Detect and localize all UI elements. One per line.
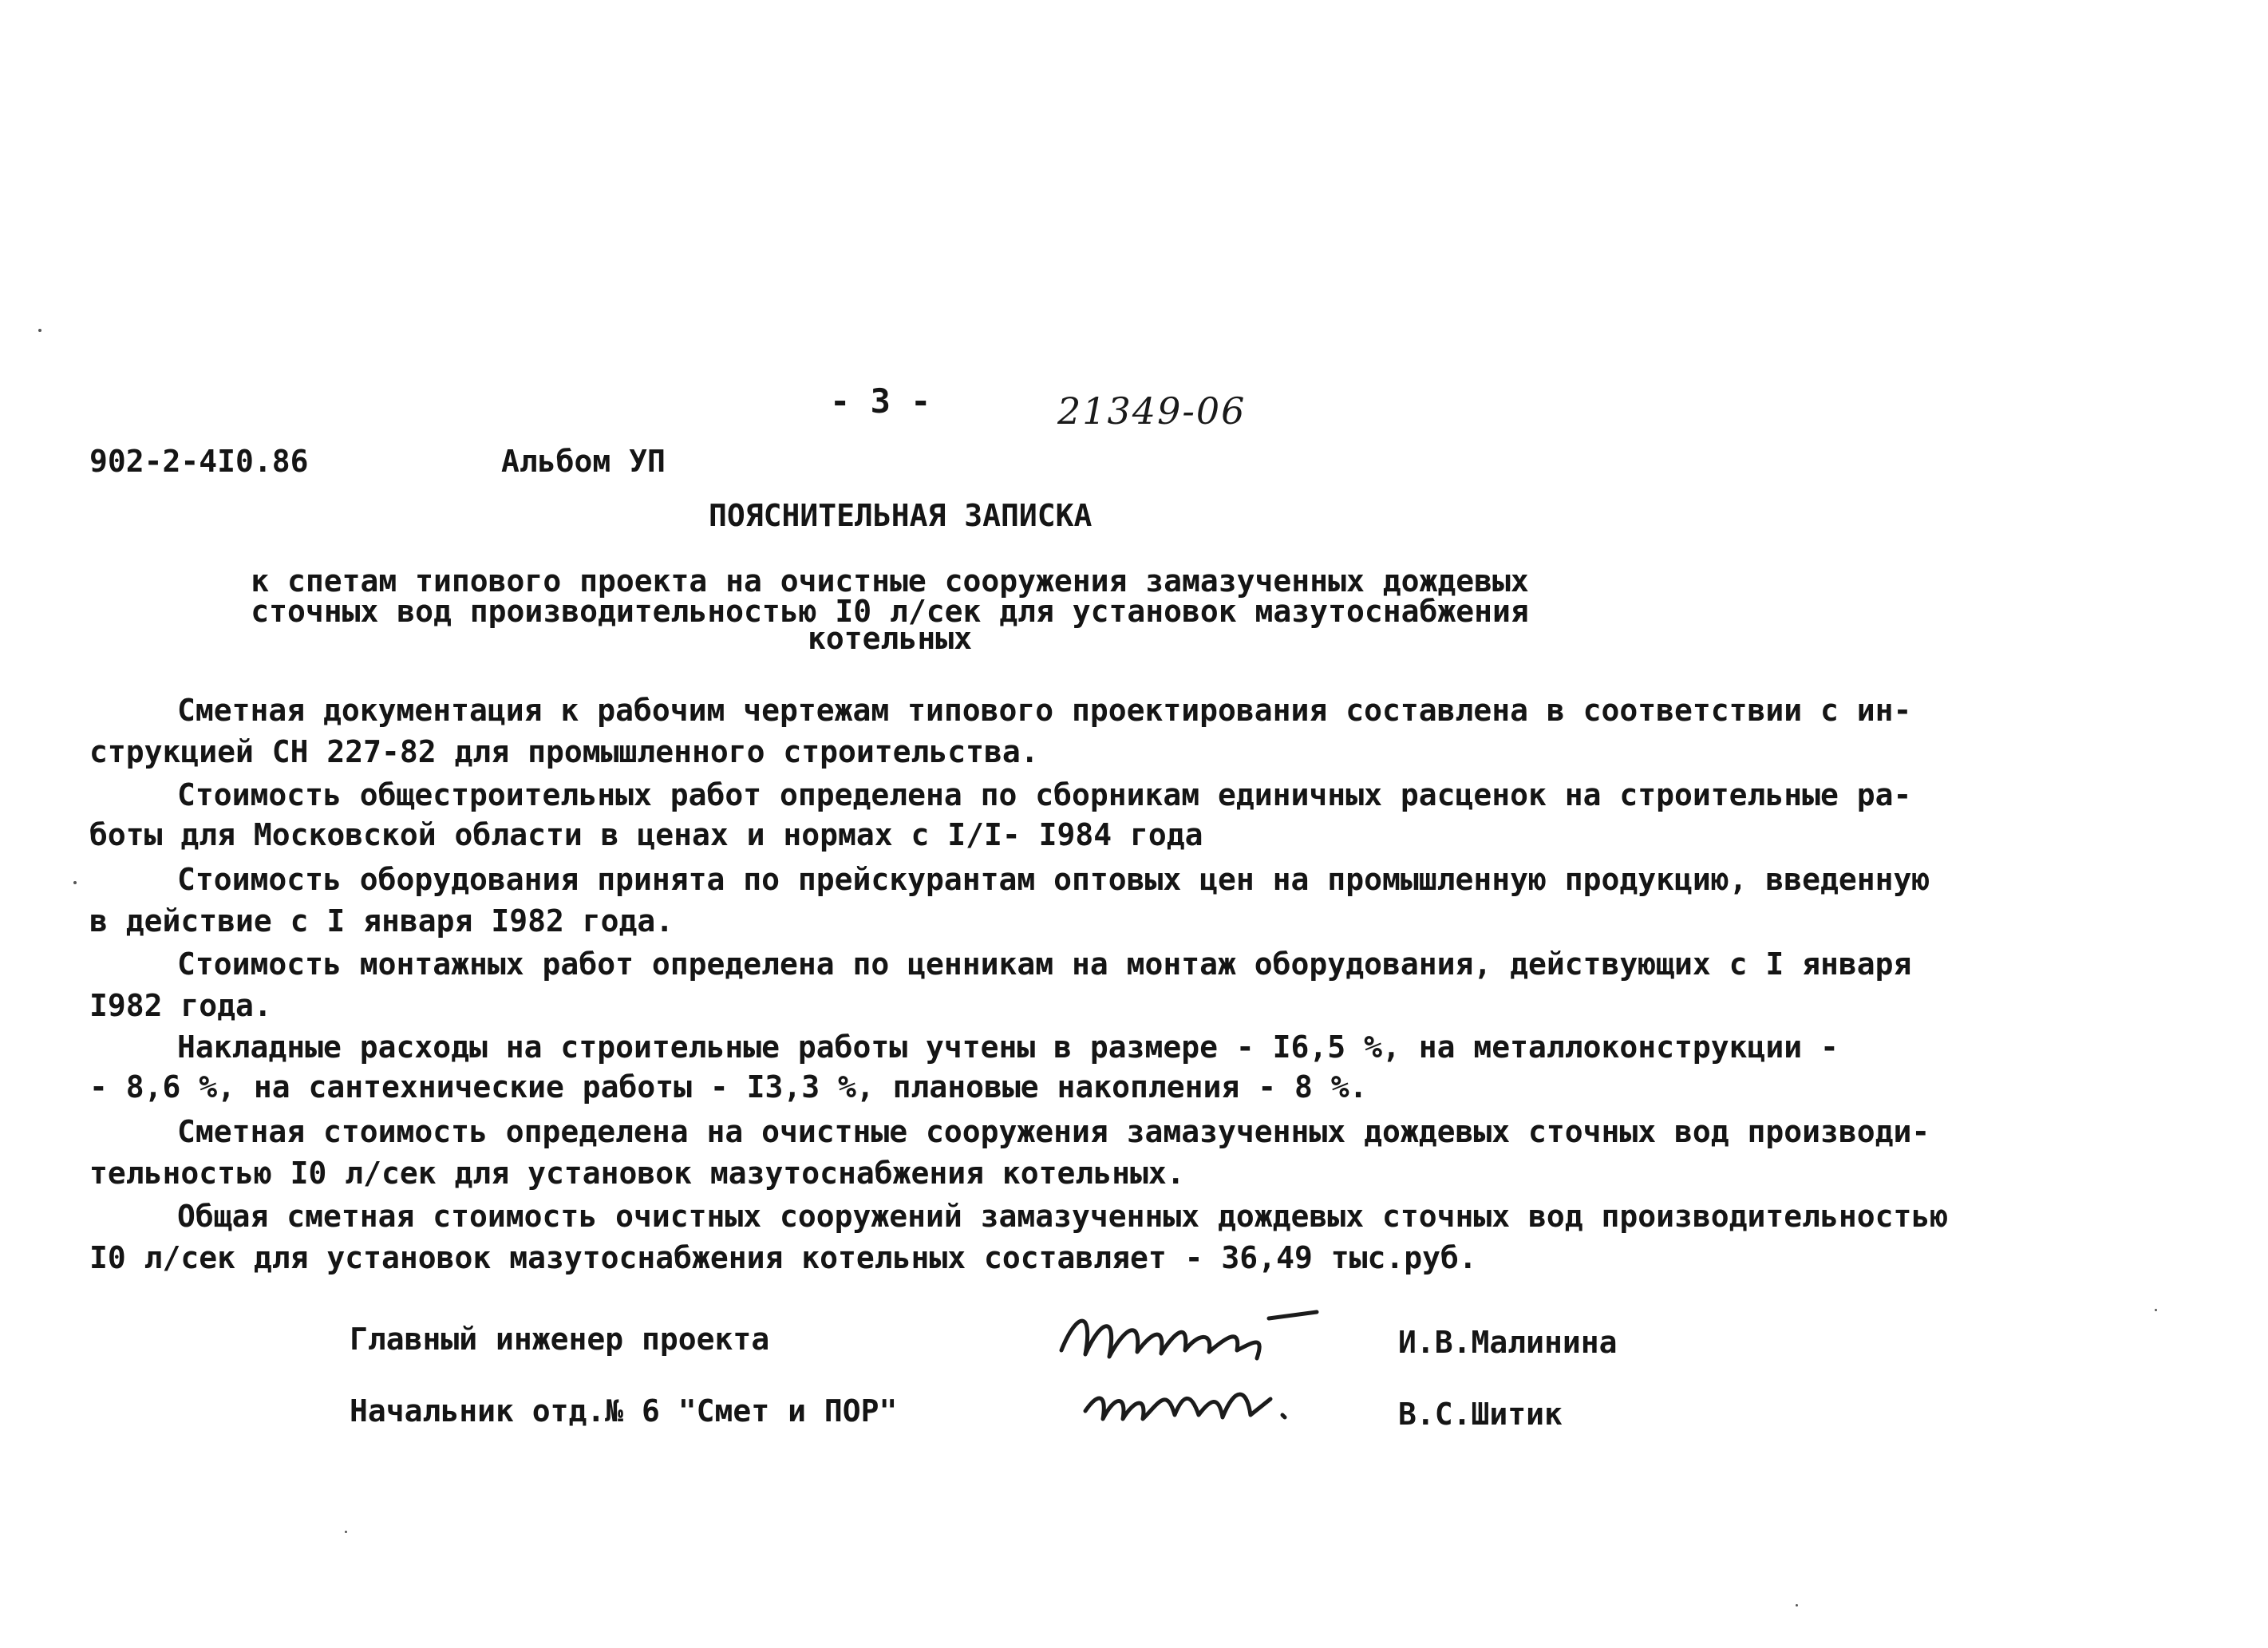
handwritten-code: 21349-06 bbox=[1057, 389, 1247, 433]
scan-speck bbox=[345, 1531, 347, 1533]
subtitle-line-1: к спетам типового проекта на очистные сооружения замазученных дождевых bbox=[251, 563, 1529, 599]
paragraph-4-line-1: Стоимость монтажных работ определена по ценникам на монтаж оборудования, действующих с I января bbox=[177, 947, 1912, 982]
paragraph-3-line-2: в действие с I января I982 года. bbox=[89, 903, 674, 939]
subtitle-line-3: котельных bbox=[808, 621, 972, 656]
signature-name-shitik: В.С.Шитик bbox=[1398, 1397, 1563, 1432]
paragraph-6-line-1: Сметная стоимость определена на очистные сооружения замазученных дождевых сточных вод производи- bbox=[177, 1114, 1930, 1149]
album-label: Альбом УП bbox=[501, 444, 666, 479]
paragraph-7-line-2: I0 л/сек для установок мазутоснабжения котельных составляет - 36,49 тыс.руб. bbox=[89, 1240, 1477, 1275]
signature-role-department-head: Начальник отд.№ 6 "Смет и ПОР" bbox=[350, 1393, 898, 1429]
paragraph-5-line-2: - 8,6 %, на сантехнические работы - I3,3 %, плановые накопления - 8 %. bbox=[89, 1069, 1368, 1105]
document-title: ПОЯСНИТЕЛЬНАЯ ЗАПИСКА bbox=[709, 498, 1093, 533]
paragraph-2-line-2: боты для Московской области в ценах и нормах с I/I- I984 года bbox=[89, 817, 1203, 852]
paragraph-7-line-1: Общая сметная стоимость очистных сооружений замазученных дождевых сточных вод производительностью bbox=[177, 1199, 1949, 1234]
paragraph-4-line-2: I982 года. bbox=[89, 988, 272, 1023]
scan-speck bbox=[2155, 1309, 2157, 1311]
page-number: - 3 - bbox=[830, 381, 931, 421]
scan-speck bbox=[38, 329, 41, 332]
paragraph-3-line-1: Стоимость оборудования принята по прейскурантам оптовых цен на промышленную продукцию, введенную bbox=[177, 862, 1930, 897]
paragraph-1-line-1: Сметная документация к рабочим чертежам типового проектирования составлена в соответствии с ин- bbox=[177, 693, 1912, 728]
paragraph-5-line-1: Накладные расходы на строительные работы учтены в размере - I6,5 %, на металлоконструкции - bbox=[177, 1030, 1839, 1065]
document-code: 902-2-4I0.86 bbox=[89, 444, 309, 479]
subtitle-line-2: сточных вод производительностью I0 л/сек для установок мазутоснабжения bbox=[251, 594, 1529, 629]
paragraph-1-line-2: струкцией СН 227-82 для промышленного строительства. bbox=[89, 734, 1039, 769]
paragraph-6-line-2: тельностью I0 л/сек для установок мазутоснабжения котельных. bbox=[89, 1156, 1185, 1191]
scan-speck bbox=[1796, 1604, 1798, 1607]
signature-role-chief-engineer: Главный инженер проекта bbox=[350, 1322, 770, 1357]
signature-name-malinina: И.В.Малинина bbox=[1398, 1325, 1618, 1360]
paragraph-2-line-1: Стоимость общестроительных работ определена по сборникам единичных расценок на строительные ра- bbox=[177, 777, 1912, 812]
scan-speck bbox=[73, 881, 77, 884]
signature-mark-2 bbox=[1079, 1371, 1318, 1435]
signature-mark-1 bbox=[1053, 1294, 1341, 1374]
